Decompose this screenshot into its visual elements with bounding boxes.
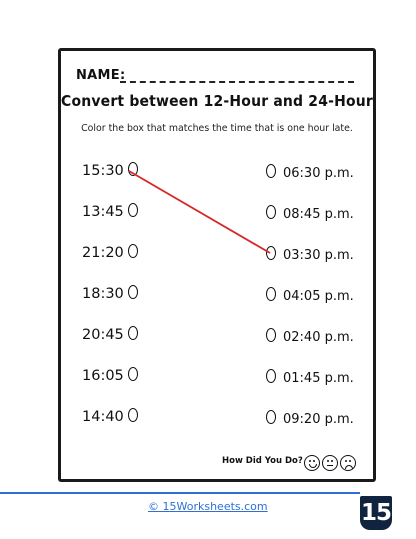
right-time-text: 08:45 p.m. [283,207,354,222]
left-time-text: 13:45 [82,204,124,220]
right-time-text: 03:30 p.m. [283,248,354,263]
left-time-text: 15:30 [82,163,124,179]
right-time-text: 01:45 p.m. [283,371,354,386]
left-time-text: 20:45 [82,327,124,343]
example-match-line [129,171,270,253]
neutral-face-icon[interactable] [322,455,338,471]
right-time-text: 09:20 p.m. [283,412,354,427]
right-time-text: 04:05 p.m. [283,289,354,304]
feedback-label: How Did You Do? [222,456,303,466]
worksheet-title: Convert between 12-Hour and 24-Hour [61,92,373,110]
left-time-text: 16:05 [82,368,124,384]
instruction-text: Color the box that matches the time that is one hour late. [81,123,353,134]
footer-link[interactable]: © 15Worksheets.com [148,500,268,513]
site-logo: 15 [360,496,392,530]
right-time-text: 02:40 p.m. [283,330,354,345]
left-time-text: 21:20 [82,245,124,261]
smiley-icon[interactable] [304,455,320,471]
sad-face-icon[interactable] [340,455,356,471]
feedback-faces [304,452,358,471]
name-label: NAME: [76,68,126,83]
footer-divider [0,492,360,494]
right-time-text: 06:30 p.m. [283,166,354,181]
left-time-text: 18:30 [82,286,124,302]
left-time-text: 14:40 [82,409,124,425]
